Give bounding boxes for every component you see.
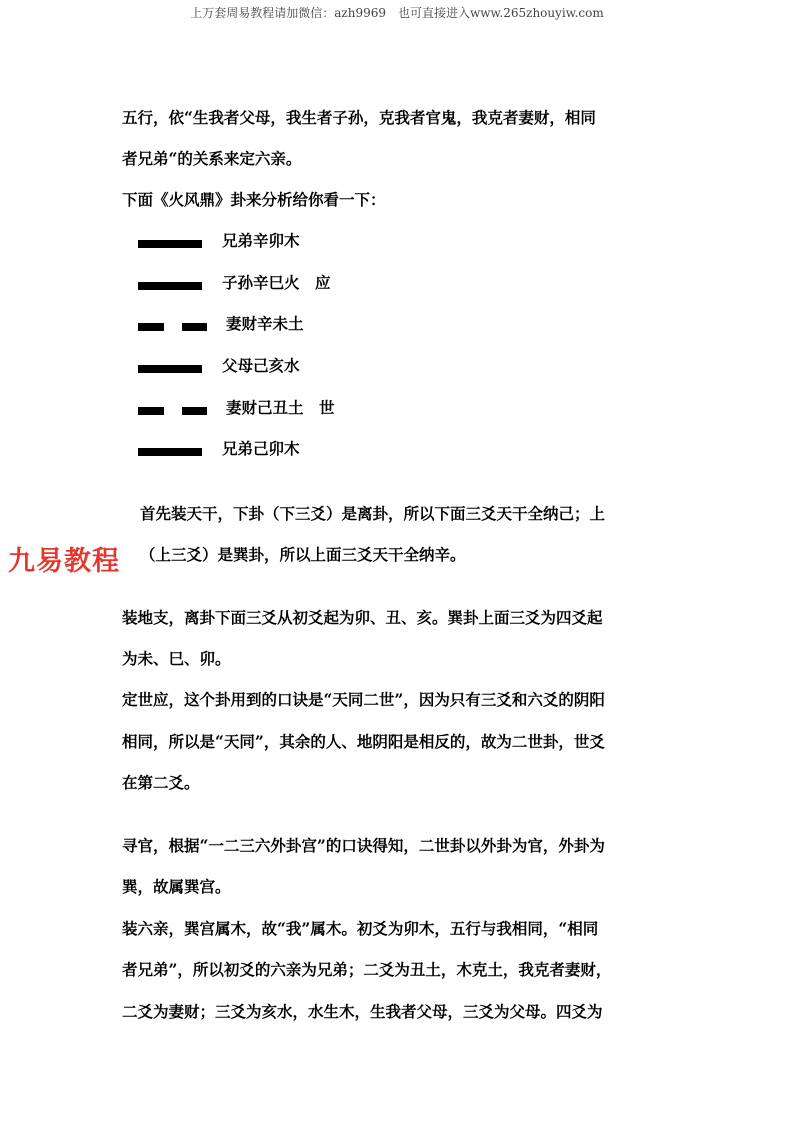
watermark-logo: 九易教程 — [8, 546, 120, 577]
yao-label: 子孙辛巳火 应 — [222, 273, 331, 292]
para3-line2: 为未、巳、卯。 — [122, 649, 231, 668]
para3-line1: 装地支，离卦下面三爻从初爻起为卯、丑、亥。巽卦上面三爻为四爻起 — [122, 608, 603, 627]
para5-line1: 寻官，根据“一二三六外卦宫”的口诀得知，二世卦以外卦为官，外卦为 — [122, 836, 605, 855]
para4-line1: 定世应，这个卦用到的口诀是“天同二世”，因为只有三爻和六爻的阴阳 — [122, 690, 605, 709]
yang-bar — [138, 448, 202, 456]
para6-line3: 二爻为妻财；三爻为亥水，水生木，生我者父母，三爻为父母。四爻为 — [122, 1002, 603, 1021]
yao-label: 妻财己丑土 世 — [226, 398, 335, 417]
yin-bar-left — [138, 407, 164, 415]
page-header: 上万套周易教程请加微信：azh9969 也可直接进入www.265zhouyiw.com — [190, 6, 604, 20]
yang-bar — [138, 240, 202, 248]
para2-line2: （上三爻）是巽卦，所以上面三爻天干全纳辛。 — [140, 545, 466, 564]
para1-line2: 者兄弟“的关系来定六亲。 — [122, 149, 302, 168]
yang-bar — [138, 365, 202, 373]
para4-line3: 在第二爻。 — [122, 773, 200, 792]
yao-label: 兄弟辛卯木 — [222, 231, 300, 250]
yin-bar-right — [182, 407, 207, 415]
para6-line1: 装六亲，巽宫属木，故“我”属木。初爻为卯木，五行与我相同，“相同 — [122, 919, 599, 938]
para5-line2: 巽，故属巽宫。 — [122, 877, 231, 896]
para4-line2: 相同，所以是“天同”，其余的人、地阴阳是相反的，故为二世卦，世爻 — [122, 732, 605, 751]
yin-bar-left — [138, 323, 164, 331]
para6-line2: 者兄弟”，所以初爻的六亲为兄弟；二爻为丑土，木克土，我克者妻财， — [122, 960, 612, 979]
yang-bar — [138, 282, 202, 290]
para1-line1: 五行，依“生我者父母，我生者子孙，克我者官鬼，我克者妻财，相同 — [122, 108, 596, 127]
yao-label: 妻财辛未土 — [226, 314, 304, 333]
yin-bar-right — [182, 323, 207, 331]
yao-label: 父母己亥水 — [222, 356, 300, 375]
intro-line: 下面《火风鼎》卦来分析给你看一下： — [122, 190, 386, 209]
para2-line1: 首先装天干，下卦（下三爻）是离卦，所以下面三爻天干全纳己；上 — [140, 504, 606, 523]
yao-label: 兄弟己卯木 — [222, 439, 300, 458]
